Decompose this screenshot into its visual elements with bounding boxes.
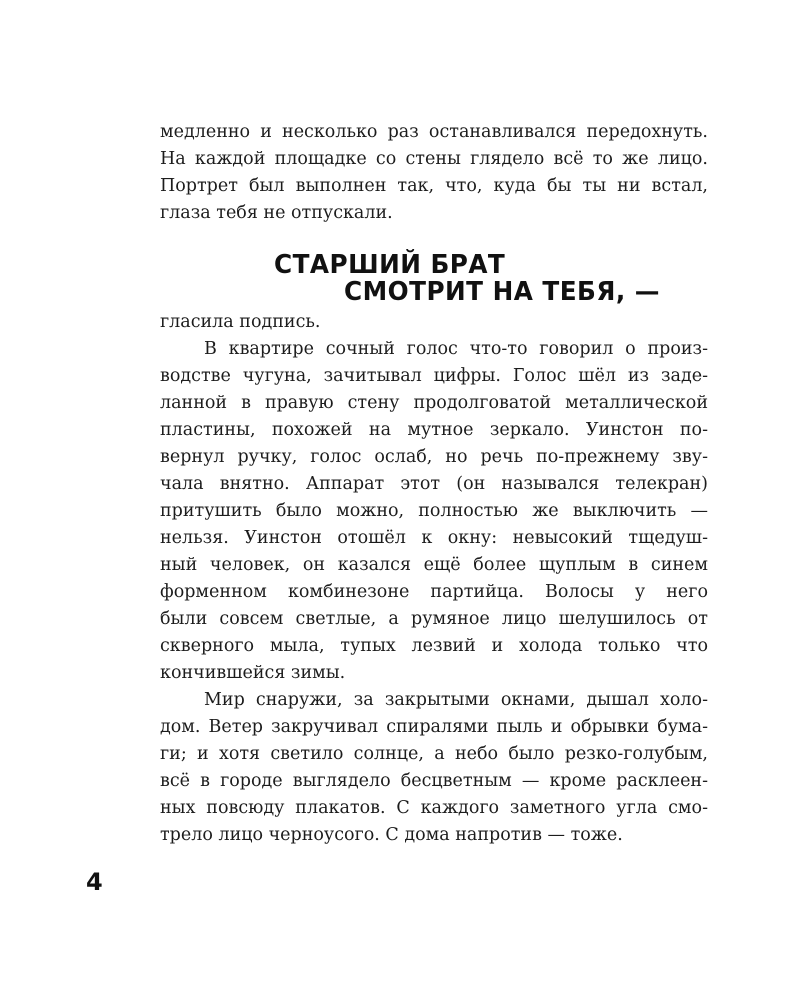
text-line: были совсем светлые, а румяное лицо шелушилось от — [160, 609, 708, 629]
text-line: кончившейся зимы. — [160, 663, 346, 683]
text-line: водстве чугуна, зачитывал цифры. Голос шёл из заде- — [160, 366, 708, 386]
text-line: вернул ручку, голос ослаб, но речь по-прежнему зву- — [160, 447, 708, 467]
text-line: форменном комбинезоне партийца. Волосы у него — [160, 582, 708, 602]
text-line: Мир снаружи, за закрытыми окнами, дышал холо- — [204, 690, 708, 710]
poster-heading-line-2: СМОТРИТ НА ТЕБЯ, — — [344, 277, 660, 307]
text-line: дом. Ветер закручивал спиралями пыль и обрывки бума- — [160, 717, 708, 737]
text-line: притушить было можно, полностью же выключить — — [160, 501, 708, 521]
text-line: ги; и хотя светило солнце, а небо было резко-голубым, — [160, 744, 708, 764]
text-line: пластины, похожей на мутное зеркало. Уинстон по- — [160, 420, 708, 440]
text-line: медленно и несколько раз останавливался передохнуть. — [160, 122, 708, 142]
text-line: ный человек, он казался ещё более щуплым в синем — [160, 555, 708, 575]
text-line: В квартире сочный голос что-то говорил о произ- — [204, 339, 708, 359]
page-number: 4 — [86, 868, 103, 896]
text-line: чала внятно. Аппарат этот (он назывался телекран) — [160, 474, 708, 494]
text-line: Портрет был выполнен так, что, куда бы ты ни встал, — [160, 176, 708, 196]
poster-heading-line-1: СТАРШИЙ БРАТ — [274, 250, 506, 280]
text-line: нельзя. Уинстон отошёл к окну: невысокий тщедуш- — [160, 528, 708, 548]
text-line: всё в городе выглядело бесцветным — кроме расклеен- — [160, 771, 708, 791]
text-line: скверного мыла, тупых лезвий и холода только что — [160, 636, 708, 656]
text-line: ных повсюду плакатов. С каждого заметного угла смо- — [160, 798, 708, 818]
text-line: ланной в правую стену продолговатой металлической — [160, 393, 708, 413]
text-line: На каждой площадке со стены глядело всё то же лицо. — [160, 149, 708, 169]
text-line: глаза тебя не отпускали. — [160, 203, 393, 223]
text-line: трело лицо черноусого. С дома напротив — тоже. — [160, 825, 623, 845]
caption-line: гласила подпись. — [160, 312, 321, 332]
